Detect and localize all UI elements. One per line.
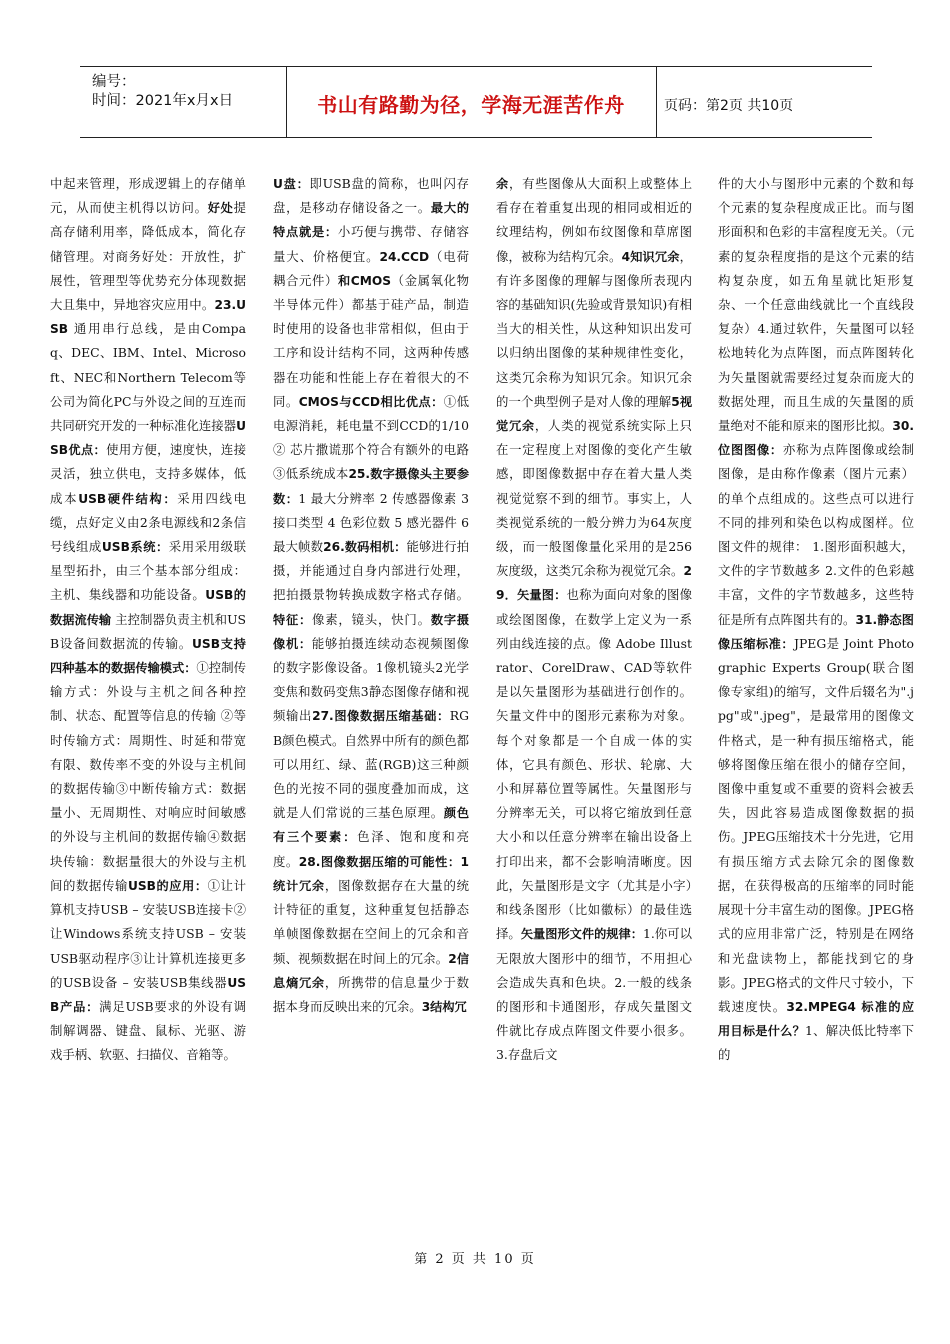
bold-term: 最大的特点就是： — [273, 201, 470, 240]
body-text: ①控制传输方式：外设与主机之间各种控制、状态、配置等信息的传输 ②等时传输方式：周期性、时延和带宽有限、数传率不变的外设与主机间的数据传输③中断传输方式：数据量小、无周期性、对响应时间敏感的外设与主机间的数据传输④数据块传输：数据量很大的外设与主机间的数据传输 — [50, 660, 247, 893]
body-text: 采用采用级联星型拓扑，由三个基本部分组成：主机、集线器和功能设备。 — [50, 539, 247, 603]
bold-term: 30.位图图像： — [718, 419, 914, 458]
body-text: 即USB盘的简称，也叫闪存盘，是移动存储设备之一。 — [273, 176, 469, 216]
bold-term: 特征： — [273, 612, 312, 627]
body-text: ①让计算机支持USB – 安装USB连接卡②让Windows系统支持USB – 安装USB驱动程序③让计算机连接更多的USB设备 – 安装USB集线器 — [50, 877, 247, 990]
page-footer: 第 2 页 共 10 页 — [414, 1252, 536, 1267]
page-header — [80, 66, 872, 138]
body-text: 使用方便，速度快，连接灵活，独立供电，支持多媒体，低成本 — [50, 442, 246, 506]
bold-term: 5视觉冗余 — [496, 394, 693, 434]
bold-term: 4知识冗余 — [621, 249, 680, 264]
bold-term: USB支持四种基本的数据传输模式： — [50, 636, 246, 676]
body-text: 色泽、饱和度和亮度。 — [273, 829, 470, 869]
text-column-2 — [273, 172, 469, 1019]
body-text: 主控制器负责主机和USB设备间数据流的传输。 — [50, 611, 247, 651]
text-column-3 — [496, 172, 692, 1068]
body-text: ，人类的视觉系统实际上只在一定程度上对图像的变化产生敏感，即图像数据中存在着大量人类视觉觉察不到的细节。事实上，人类视觉系统的一般分辨力为64灰度级，而一般图像量化采用的是256灰度级，这类冗余称为视觉冗余。 — [496, 418, 693, 579]
bold-term: 数字摄像机： — [273, 612, 470, 651]
bold-term: 25.数字摄像头主要参数： — [273, 467, 470, 506]
bold-term: 3结构冗 — [421, 999, 467, 1014]
bold-term: 23.USB — [50, 298, 246, 337]
bold-term: USB的应用： — [127, 878, 208, 893]
body-text: 能够进行拍摄，并能通过自身内部进行处理，把拍摄景物转换成数字格式存储。 — [273, 539, 470, 603]
body-text: 1.你可以无限放大图形中的细节，不用担心会造成失真和色块。2.一般的线条的图形和卡通图形，存成矢量图文件就比存成点阵图文件要小很多。3.存盘后文 — [496, 926, 693, 1063]
body-text: RGB颜色模式。自然界中所有的颜色都可以用红、绿、蓝(RGB)这三种颜色的光按不同的强度叠加而成，这就是人们常说的三基色原理。 — [273, 708, 469, 821]
body-text: 亦称为点阵图像或绘制图像，是由称作像素（图片元素）的单个点组成的。这些点可以进行不同的排列和染色以构成图样。位图文件的规律： 1.图形面积越大，文件的字节数越多 2.文件的色彩越丰富，文件的字节数越多，这些特征是所有点阵图共有的。 — [718, 442, 914, 627]
bold-term: USB产品： — [50, 975, 246, 1014]
text-column-1 — [50, 172, 246, 1068]
bold-term: 27.图像数据压缩基础： — [312, 709, 450, 724]
bold-term: 28.图像数据压缩的可能性：1统计冗余 — [273, 854, 469, 893]
bold-term: USB的数据流传输 — [50, 588, 246, 627]
bold-term: USB系统： — [101, 540, 169, 555]
body-text: JPEG是 Joint Photographic Experts Group(联合图像专家组)的缩写，文件后辍名为".jpg"或".jpeg"，是最常用的图像文件格式，是一种有损压缩格式，能够将图像压缩在很小的储存空间，图像中重复或不重要的资料会被丢失，因此容易造成图像数据的损伤。JPEG压缩技术十分先进，它用有损压缩方式去除冗余的图像数据，在获得极高的压缩率的同时能展现十分丰富生动的图像。JPEG格式的应用非常广泛，特别是在网络和光盘读物上，都能找到它的身影。JPEG格式的文件尺寸较小，下载速度快。 — [718, 635, 914, 1014]
body-text: 1、解决低比特率下的 — [718, 1023, 914, 1063]
bold-term: 和CMOS — [338, 273, 392, 288]
body-text: ，有许多图像的理解与图像所表现内容的基础知识(先验或背景知识)有相当大的相关性，从这种知识出发可以归纳出图像的某种规律性变化，这类冗余称为知识冗余。知识冗余的一个典型例子是对人像的理解 — [496, 248, 693, 409]
bold-term: 颜色有三个要素： — [273, 806, 470, 845]
bold-term: CMOS与CCD相比优点： — [298, 394, 444, 409]
bold-term: USB优点： — [50, 419, 246, 458]
bold-term: 32.MPEG4 标准的应用目标是什么？ — [718, 999, 915, 1039]
header-meta — [80, 67, 287, 137]
body-text: 提高存储利用率，降低成本，简化存储管理。对商务好处：开放性，扩展性，管理型等优势充分体现数据大且集中，异地容灾应用中。 — [50, 200, 247, 313]
body-text: 小巧便与携带、存储容量大、价格便宜。 — [273, 224, 469, 264]
body-text: 满足USB要求的外设有调制解调器、键盘、鼠标、光驱、游戏手柄、软驱、扫描仪、音箱等。 — [50, 998, 246, 1063]
bold-term: U盘： — [273, 177, 310, 191]
text-column-4 — [718, 172, 914, 1068]
bold-term: 29．矢量图： — [496, 564, 692, 603]
body-text: ①低电源消耗，耗电量不到CCD的1/10② 芯片撒谎那个符合有额外的电路③低系统成本 — [273, 393, 470, 482]
bold-term: 24.CCD — [379, 249, 430, 264]
bold-term: 好处 — [207, 201, 234, 216]
body-text: （电荷耦合元件） — [273, 248, 470, 288]
body-text: （金属氧化物半导体元件）都基于硅产品，制造时使用的设备也非常相似，但由于工序和设计结构不同，这两种传感器在功能和性能上存在着很大的不同。 — [273, 272, 470, 409]
body-text: 像素，镜头，快门。 — [312, 611, 431, 627]
body-text: ，图像数据存在大量的统计特征的重复，这种重复包括静态单帧图像数据在空间上的冗余和音频、视频数据在时间上的冗余。 — [273, 877, 470, 966]
header-motto-cell — [286, 67, 657, 137]
bold-term: USB硬件结构： — [78, 491, 178, 506]
bold-term: 31.静态图像压缩标准： — [718, 612, 914, 651]
motto: 书山有路勤为径，学海无涯苦作舟 — [317, 93, 625, 117]
serial-label: 编号： — [92, 74, 136, 90]
bold-term: 矢量图形文件的规律： — [520, 927, 643, 942]
body-text: 件的大小与图形中元素的个数和每个元素的复杂程度成正比。而与图形面积和色彩的丰富程度无关。（元素的复杂程度指的是这个元素的结构复杂度，如五角星就比矩形复杂、一个任意曲线就比一个直线段复杂）4.通过软件，矢量图可以轻松地转化为点阵图，而点阵图转化为矢量图就需要经过复杂而庞大的数据处理，而且生成的矢量图的质量绝对不能和原来的图形比拟。 — [718, 176, 914, 434]
body-text: ，有些图像从大面积上或整体上看存在着重复出现的相同或相近的纹理结构，例如布纹图像和草席图像，被称为结构冗余。 — [496, 176, 693, 264]
page-code: 页码：第2页 共10页 — [664, 98, 794, 114]
body-text: 能够拍摄连续动态视频图像的数字影像设备。1像机镜头2光学变焦和数码变焦3静态图像存储和视频输出 — [273, 635, 470, 724]
bold-term: 余 — [496, 177, 509, 191]
body-text: ，所携带的信息量少于数据本身而反映出来的冗余。 — [273, 974, 470, 1014]
body-text: 中起来管理，形成逻辑上的存储单元，从而使主机得以访问。 — [50, 176, 246, 216]
date-line: 时间：2021年x月x日 — [92, 93, 234, 109]
header-page-cell — [656, 67, 872, 137]
body-text: 1 最大分辨率 2 传感器像素 3 接口类型 4 色彩位数 5 感光器件 6 最大帧数 — [273, 490, 470, 555]
body-text: 通用串行总线，是由Compaq、DEC、IBM、Intel、Microsoft、NEC和Northern Telecom等公司为简化PC与外设之间的互连而共同研究开发的一种标准化连接器 — [50, 321, 246, 434]
body-text: 也称为面向对象的图像或绘图图像，在数学上定义为一系列由线连接的点。像 Adobe Illustrator、CorelDraw、CAD等软件是以矢量图形为基础进行创作的。矢量文件中的图形元素称为对象。每个对象都是一个自成一体的实体，它具有颜色、形状、轮廓、大小和屏幕位置等属性。矢量图形与分辨率无关，可以将它缩放到任意大小和以任意分辨率在输出设备上打印出来，都不会影响清晰度。因此，矢量图形是文字（尤其是小字）和线条图形（比如徽标）的最佳选择。 — [496, 587, 693, 942]
body-text: 采用四线电缆，点好定义由2条电源线和2条信号线组成 — [50, 490, 247, 555]
bold-term: 2信息熵冗余 — [273, 951, 470, 990]
bold-term: 26.数码相机： — [323, 540, 407, 555]
